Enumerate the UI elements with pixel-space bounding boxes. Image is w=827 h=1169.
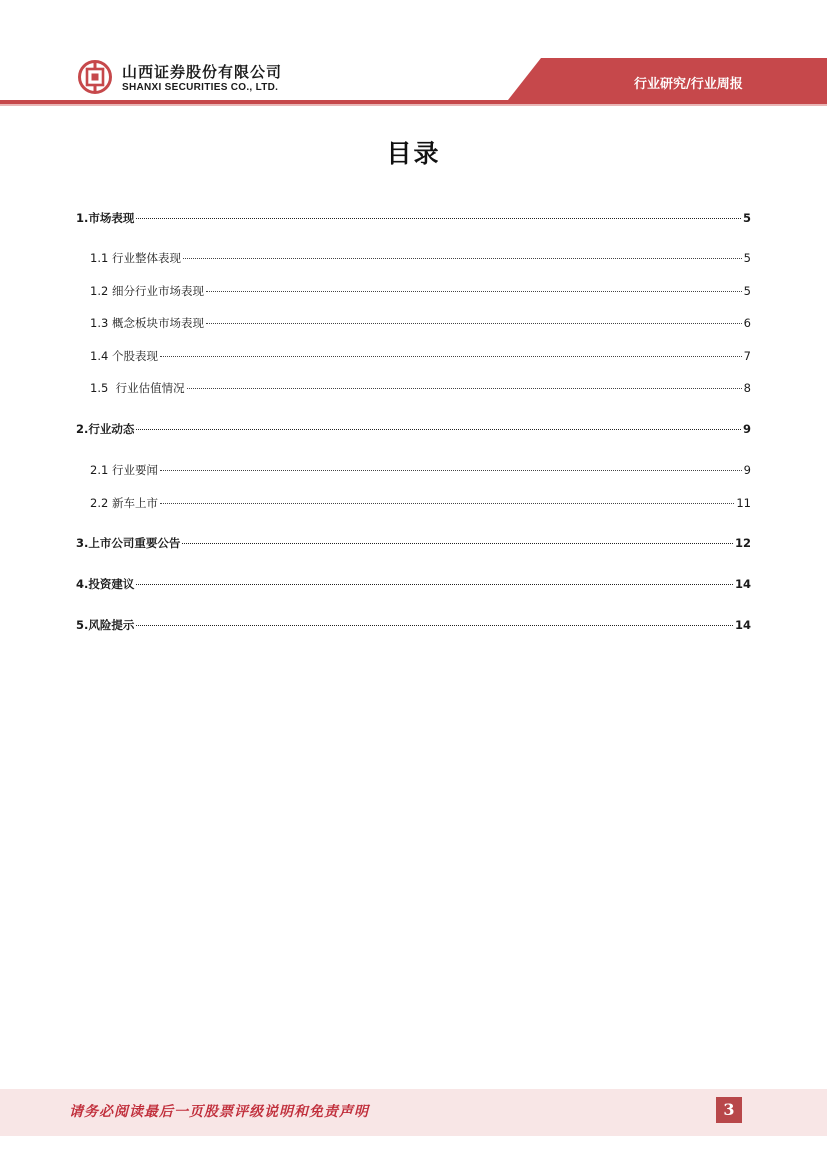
toc-entry-page: 9 [743, 463, 751, 477]
toc-entry-page: 7 [743, 349, 751, 363]
toc-entry-label: 1.5 行业估值情况 [90, 381, 185, 395]
header-red-band [0, 0, 827, 110]
toc-entry-page: 14 [734, 577, 751, 591]
toc-leader-dots [206, 291, 742, 292]
toc-leader-dots [160, 503, 734, 504]
report-category: 行业研究/行业周报 [634, 77, 743, 92]
toc-leader-dots [182, 543, 733, 544]
toc-entry-risk-warning[interactable] [76, 617, 751, 633]
toc-entry-label: 1.市场表现 [76, 211, 135, 225]
toc-leader-dots [183, 258, 742, 259]
page-header [0, 0, 827, 110]
toc-entry-page: 6 [743, 316, 751, 330]
toc-entry-label: 1.4 个股表现 [90, 349, 158, 363]
toc-entry-label: 4.投资建议 [76, 577, 135, 591]
company-name-cn: 山西证券股份有限公司 [122, 63, 283, 81]
toc-entry-stock-performance[interactable] [90, 348, 751, 364]
toc-entry-page: 5 [743, 284, 751, 298]
toc-entry-label: 2.1 行业要闻 [90, 463, 158, 477]
toc-entry-page: 5 [743, 251, 751, 265]
company-name-en: SHANXI SECURITIES CO., LTD. [122, 82, 279, 93]
toc-entry-label: 1.1 行业整体表现 [90, 251, 181, 265]
page-number-badge: 3 [716, 1097, 742, 1123]
footer-disclaimer: 请务必阅读最后一页股票评级说明和免责声明 [69, 1104, 369, 1120]
toc-entry-page: 9 [742, 422, 751, 436]
toc-entry-page: 11 [736, 496, 751, 510]
toc-leader-dots [160, 470, 742, 471]
toc-entry-industry-overall[interactable] [90, 250, 751, 266]
toc-leader-dots [136, 218, 741, 219]
toc-entry-new-cars[interactable] [90, 495, 751, 511]
toc-entry-page: 5 [742, 211, 751, 225]
toc-entry-label: 5.风险提示 [76, 618, 135, 632]
toc-title: 目录 [386, 139, 441, 168]
toc-entry-industry-news[interactable] [90, 462, 751, 478]
toc-entry-investment-advice[interactable] [76, 576, 751, 592]
toc-entry-concept-sector[interactable] [90, 315, 751, 331]
toc-entry-label: 3.上市公司重要公告 [76, 536, 181, 550]
toc-entry-market-performance[interactable] [76, 210, 751, 226]
toc-leader-dots [136, 429, 741, 430]
toc-entry-industry-news-section[interactable] [76, 421, 751, 437]
toc-leader-dots [136, 625, 733, 626]
toc-leader-dots [136, 584, 733, 585]
toc-entry-page: 14 [734, 618, 751, 632]
toc-leader-dots [206, 323, 742, 324]
toc-entry-sub-industry[interactable] [90, 283, 751, 299]
shanxi-securities-logo-icon [78, 60, 112, 94]
toc-entry-label: 2.行业动态 [76, 422, 135, 436]
toc-entry-label: 2.2 新车上市 [90, 496, 158, 510]
toc-entry-valuation[interactable] [90, 380, 751, 396]
toc-entry-page: 8 [743, 381, 751, 395]
toc-entry-label: 1.2 细分行业市场表现 [90, 284, 204, 298]
toc-entry-company-announcements[interactable] [76, 535, 751, 551]
toc-entry-page: 12 [734, 536, 751, 550]
toc-entry-label: 1.3 概念板块市场表现 [90, 316, 204, 330]
toc-leader-dots [160, 356, 742, 357]
toc-leader-dots [187, 388, 742, 389]
